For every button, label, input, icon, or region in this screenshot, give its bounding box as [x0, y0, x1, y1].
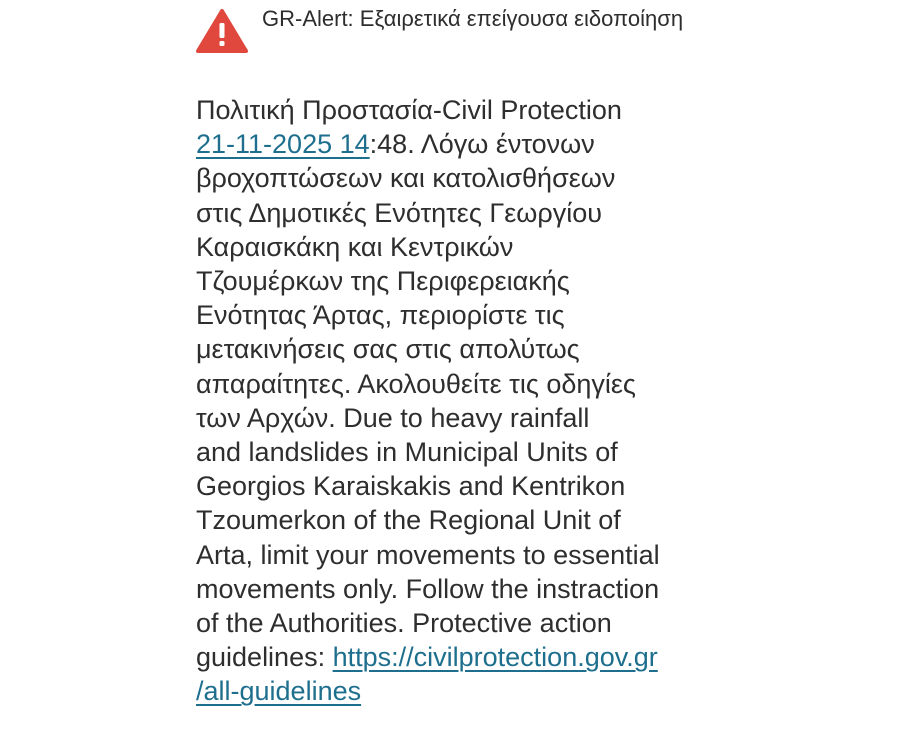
message-line: βροχοπτώσεων και κατολισθήσεων: [196, 163, 616, 194]
message-line: and landslides in Municipal Units of: [196, 437, 618, 468]
message-line: Georgios Karaiskakis and Kentrikon: [196, 471, 626, 502]
message-line: [196, 640, 756, 674]
message-line: απαραίτητες. Ακολουθείτε τις οδηγίες: [196, 368, 636, 399]
alert-header: [196, 4, 756, 74]
message-line: of the Authorities. Protective action: [196, 608, 612, 639]
message-line: στις Δημοτικές Ενότητες Γεωργίου: [196, 197, 602, 228]
message-line: Τζουμέρκων της Περιφερειακής: [196, 266, 570, 297]
message-line: [196, 674, 756, 708]
message-text: :48. Λόγω έντονων: [369, 129, 595, 160]
guidelines-link-continued[interactable]: /all-guidelines: [196, 676, 362, 707]
warning-triangle-icon: [196, 8, 248, 54]
message-line: των Αρχών. Due to heavy rainfall: [196, 402, 590, 433]
datetime-link[interactable]: 21-11-2025 14: [196, 129, 370, 160]
message-line: [196, 127, 756, 161]
message-text: guidelines:: [196, 642, 333, 673]
message-line: Tzoumerkon of the Regional Unit of: [196, 505, 621, 536]
message-line: Ενότητας Άρτας, περιορίστε τις: [196, 300, 565, 331]
message-line: Πολιτική Προστασία-Civil Protection: [196, 95, 622, 125]
message-line: Arta, limit your movements to essential: [196, 539, 660, 570]
alert-message: [196, 93, 756, 709]
message-line: movements only. Follow the instraction: [196, 573, 660, 604]
alert-title: GR-Alert: Εξαιρετικά επείγουσα ειδοποίηση: [262, 6, 684, 31]
guidelines-link[interactable]: https://civilprotection.gov.gr: [332, 642, 658, 673]
message-line: Καραισκάκη και Κεντρικών: [196, 231, 514, 262]
message-line: μετακινήσεις σας στις απολύτως: [196, 334, 580, 365]
